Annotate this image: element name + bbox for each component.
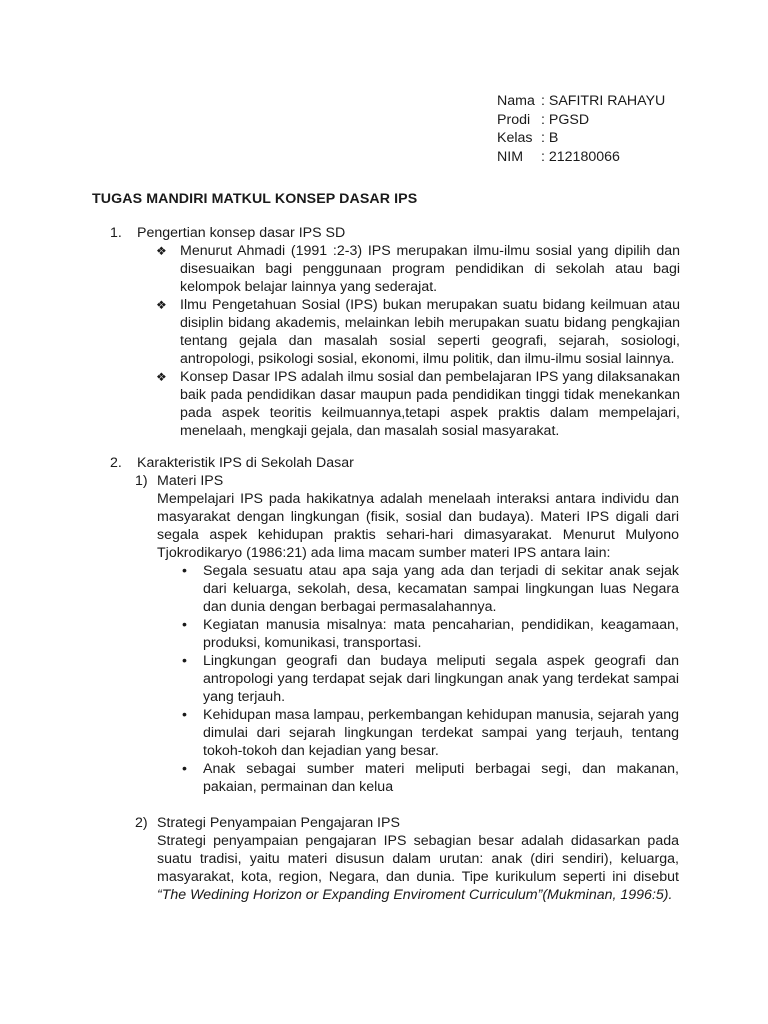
list-item-text: Ilmu Pengetahuan Sosial (IPS) bukan merupakan suatu bidang keilmuan atau disiplin bidang akademis, melainkan lebih merupakan suatu bidang pengkajian tentang gejala dan masalah sosial seperti geografi, sejarah, sosiologi, antropologi, psikologi sosial, ekonomi, ilmu politik, dan ilmu-ilmu sosial lainnya.	[180, 297, 680, 367]
section-pengertian	[110, 224, 680, 440]
identity-row-nim	[497, 148, 665, 167]
paragraph: Mempelajari IPS pada hakikatnya adalah menelaah interaksi antara individu dan masyarakat dengan lingkungan (fisik, sosial dan budaya). Materi IPS digali dari segala aspek kehidupan praktis sehari-hari dimasyarakat. Menurut Mulyono Tjokrodikaryo (1986:21) ada lima macam sumber materi IPS antara lain:	[157, 491, 679, 561]
list-item	[157, 616, 679, 652]
list-item-text: Segala sesuatu atau apa saja yang ada dan terjadi di sekitar anak sejak dari keluarga, sekolah, desa, kecamatan sampai lingkungan luas Negara dan dunia dengan berbagai permasalahannya.	[203, 563, 679, 615]
list-item-text: Kehidupan masa lampau, perkembangan kehidupan manusia, sejarah yang dimulai dari sejarah lingkungan terdekat sampai yang terjauh, tentang tokoh-tokoh dan kejadian yang besar.	[203, 707, 679, 759]
document-title: TUGAS MANDIRI MATKUL KONSEP DASAR IPS	[92, 191, 418, 207]
bullet-icon: •	[182, 653, 187, 669]
subsection-strategi	[110, 814, 680, 904]
section-title: Pengertian konsep dasar IPS SD	[137, 225, 346, 241]
identity-label: NIM	[497, 148, 524, 165]
bullet-icon: •	[182, 563, 187, 579]
subsection-number: 1)	[135, 473, 148, 489]
section-title: Karakteristik IPS di Sekolah Dasar	[137, 455, 354, 471]
list-item	[157, 562, 679, 616]
subsection-number: 2)	[135, 815, 148, 831]
section-karakteristik	[110, 454, 680, 904]
list-item-text: Menurut Ahmadi (1991 :2-3) IPS merupakan ilmu-ilmu sosial yang dipilih dan disesuaikan bagi penggunaan program pendidikan di sekolah atau bagi kelompok belajar lainnya yang sederajat.	[180, 243, 680, 295]
identity-value: : B	[541, 130, 559, 146]
student-identity	[497, 92, 665, 166]
list-item	[110, 296, 680, 368]
list-item	[157, 706, 679, 760]
list-item	[157, 652, 679, 706]
list-item	[110, 368, 680, 440]
identity-value: : SAFITRI RAHAYU	[541, 93, 666, 109]
identity-row-kelas	[497, 129, 665, 148]
list-item	[157, 760, 679, 796]
bullet-icon: •	[182, 761, 187, 777]
paragraph	[157, 832, 679, 904]
subsection-title: Strategi Penyampaian Pengajaran IPS	[157, 815, 400, 831]
list-item-text: Kegiatan manusia misalnya: mata pencaharian, pendidikan, keagamaan, produksi, komunikasi, transportasi.	[203, 617, 679, 651]
section-heading	[110, 454, 680, 472]
identity-label: Kelas	[497, 130, 533, 146]
paragraph-citation: “The Wedining Horizon or Expanding Enviroment Curriculum”(Mukminan, 1996:5).	[157, 887, 673, 903]
diamond-bullet-icon: ❖	[156, 244, 167, 258]
identity-value: : 212180066	[541, 148, 620, 165]
list-item-text: Konsep Dasar IPS adalah ilmu sosial dan pembelajaran IPS yang dilaksanakan baik pada pendidikan dasar maupun pada pendidikan tinggi tidak menekankan pada aspek teoritis keilmuannya,tetapi aspek praktis dalam mempelajari, menelaah, mengkaji gejala, dan masalah sosial masyarakat.	[180, 369, 680, 439]
list-item	[110, 242, 680, 296]
bullet-icon: •	[182, 707, 187, 723]
section-heading	[110, 224, 680, 242]
list-item-text: Lingkungan geografi dan budaya meliputi segala aspek geografi dan antropologi yang terdapat sejak dari lingkungan anak yang terdekat sampai yang terjauh.	[203, 653, 679, 705]
identity-row-prodi	[497, 111, 665, 130]
identity-label: Prodi	[497, 111, 531, 128]
diamond-bullet-icon: ❖	[156, 370, 167, 384]
subsection-materi	[110, 472, 680, 796]
identity-label: Nama	[497, 93, 535, 109]
source-list	[157, 562, 680, 796]
paragraph-text: Strategi penyampaian pengajaran IPS sebagian besar adalah didasarkan pada suatu tradisi, yaitu materi disusun dalam urutan: anak (diri sendiri), keluarga, masyarakat, kota, region, Negara, dan dunia. Tipe kurikulum seperti ini disebut	[157, 833, 679, 885]
identity-value: : PGSD	[541, 111, 590, 128]
section-number: 2.	[110, 455, 122, 471]
subsection-title: Materi IPS	[157, 473, 224, 489]
list-item-text: Anak sebagai sumber materi meliputi berbagai segi, dan makanan, pakaian, permainan dan kelua	[203, 761, 679, 795]
definition-list	[110, 242, 680, 440]
section-number: 1.	[110, 225, 122, 241]
diamond-bullet-icon: ❖	[156, 298, 167, 312]
identity-row-nama	[497, 92, 665, 111]
bullet-icon: •	[182, 617, 187, 633]
